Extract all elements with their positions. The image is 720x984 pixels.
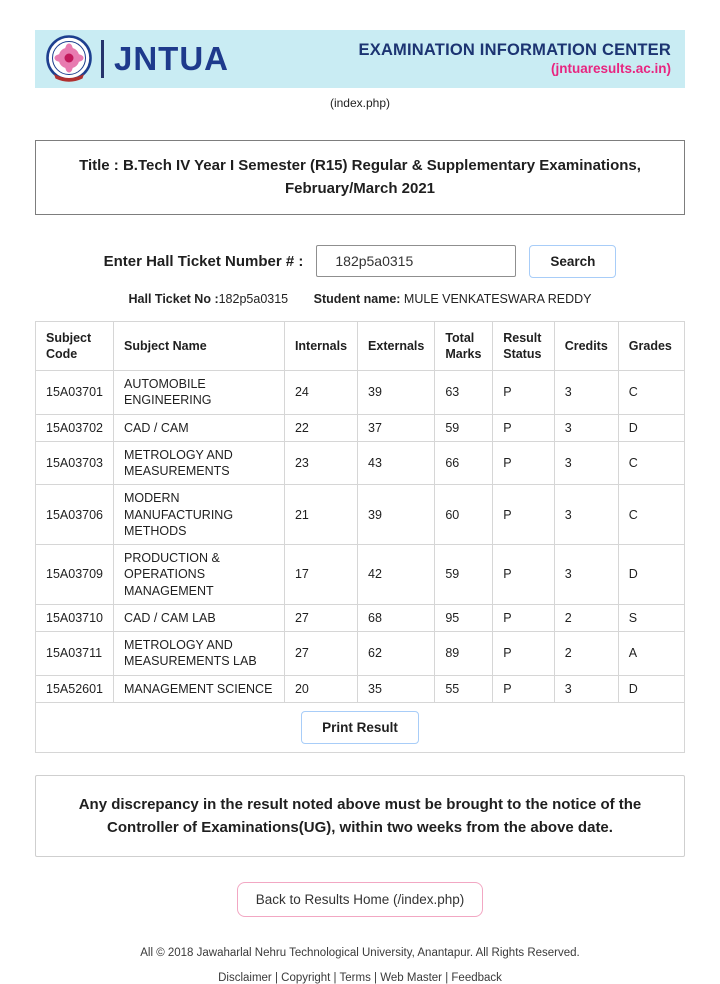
exam-title-line2: February/March 2021 <box>284 180 436 198</box>
table-cell: P <box>493 675 554 702</box>
table-cell: 24 <box>284 371 357 415</box>
search-button[interactable]: Search <box>529 245 616 278</box>
brand-separator <box>101 40 104 78</box>
table-cell: 27 <box>284 632 357 676</box>
table-cell: 3 <box>554 545 618 605</box>
table-cell: 20 <box>284 675 357 702</box>
col-header-total-marks: Total Marks <box>435 321 493 371</box>
back-button-wrap <box>35 882 685 917</box>
header-site-link[interactable]: (jntuaresults.ac.in) <box>550 60 671 76</box>
table-cell: P <box>493 632 554 676</box>
table-cell: A <box>618 632 684 676</box>
table-cell: 15A03710 <box>36 604 114 631</box>
table-cell: 3 <box>554 675 618 702</box>
table-cell: 39 <box>358 485 435 545</box>
table-cell: AUTOMOBILE ENGINEERING <box>114 371 285 415</box>
table-cell: 22 <box>284 414 357 441</box>
col-header-result-status: Result Status <box>493 321 554 371</box>
brand-text: JNTUA <box>114 40 230 77</box>
copyright-text: All © 2018 Jawaharlal Nehru Technological University, Anantapur. All Rights Reserved. <box>140 947 580 960</box>
print-result-row <box>36 702 685 752</box>
table-cell: 89 <box>435 632 493 676</box>
table-cell: 42 <box>358 545 435 605</box>
student-name-display <box>314 292 592 306</box>
table-cell: 15A03701 <box>36 371 114 415</box>
header-band <box>35 30 685 88</box>
footer-link-feedback[interactable]: Feedback <box>451 972 502 984</box>
footer <box>35 947 685 984</box>
header-title: EXAMINATION INFORMATION CENTER <box>358 41 671 60</box>
results-table <box>35 321 685 753</box>
table-cell: 17 <box>284 545 357 605</box>
footer-link-terms[interactable]: Terms <box>339 972 371 984</box>
table-cell: 15A03709 <box>36 545 114 605</box>
discrepancy-notice-box <box>35 775 685 858</box>
table-cell: C <box>618 441 684 485</box>
table-cell: C <box>618 371 684 415</box>
student-name-value: MULE VENKATESWARA REDDY <box>403 291 592 306</box>
hall-ticket-no-value: 182p5a0315 <box>218 291 289 306</box>
table-row <box>36 441 685 485</box>
table-cell: 3 <box>554 414 618 441</box>
footer-link-separator: | <box>370 972 381 984</box>
table-cell: C <box>618 485 684 545</box>
table-cell: P <box>493 485 554 545</box>
table-row <box>36 414 685 441</box>
table-cell: 3 <box>554 371 618 415</box>
table-cell: 63 <box>435 371 493 415</box>
student-line <box>35 292 685 306</box>
table-header-row <box>36 321 685 371</box>
table-cell: 3 <box>554 441 618 485</box>
notice-line2: Controller of Examinations(UG), within two weeks from the above date. <box>107 819 613 836</box>
table-cell: 66 <box>435 441 493 485</box>
footer-link-disclaimer[interactable]: Disclaimer <box>218 972 272 984</box>
footer-link-copyright[interactable]: Copyright <box>281 972 331 984</box>
table-cell: 55 <box>435 675 493 702</box>
footer-link-separator: | <box>271 972 282 984</box>
table-row <box>36 545 685 605</box>
exam-title-box <box>35 140 685 215</box>
hall-ticket-input[interactable] <box>316 245 516 277</box>
table-cell: METROLOGY AND MEASUREMENTS <box>114 441 285 485</box>
table-cell: 60 <box>435 485 493 545</box>
footer-link-separator: | <box>330 972 340 984</box>
col-header-subject-name: Subject Name <box>114 321 285 371</box>
table-row <box>36 604 685 631</box>
table-cell: 43 <box>358 441 435 485</box>
table-cell: 95 <box>435 604 493 631</box>
table-cell: 15A03711 <box>36 632 114 676</box>
table-cell: D <box>618 414 684 441</box>
table-cell: 15A03702 <box>36 414 114 441</box>
col-header-credits: Credits <box>554 321 618 371</box>
table-cell: 37 <box>358 414 435 441</box>
table-cell: 15A03706 <box>36 485 114 545</box>
back-to-results-home-button[interactable]: Back to Results Home (/index.php) <box>237 882 484 917</box>
table-cell: 2 <box>554 604 618 631</box>
table-cell: METROLOGY AND MEASUREMENTS LAB <box>114 632 285 676</box>
jntua-logo-icon <box>45 35 93 83</box>
table-cell: 15A03703 <box>36 441 114 485</box>
footer-link-web-master[interactable]: Web Master <box>380 972 443 984</box>
col-header-subject-code: Subject Code <box>36 321 114 371</box>
table-cell: 62 <box>358 632 435 676</box>
table-cell: 15A52601 <box>36 675 114 702</box>
footer-link-separator: | <box>442 972 452 984</box>
table-cell: 2 <box>554 632 618 676</box>
table-cell: S <box>618 604 684 631</box>
table-row <box>36 632 685 676</box>
table-cell: CAD / CAM <box>114 414 285 441</box>
notice-line1: Any discrepancy in the result noted above must be brought to the notice of the <box>78 795 642 813</box>
student-name-label: Student name: <box>313 291 401 306</box>
table-cell: P <box>493 371 554 415</box>
hall-ticket-no-label: Hall Ticket No : <box>128 291 219 306</box>
footer-links <box>35 972 685 984</box>
hall-ticket-label: Enter Hall Ticket Number # : <box>103 252 304 270</box>
table-cell: CAD / CAM LAB <box>114 604 285 631</box>
table-cell: P <box>493 441 554 485</box>
header-right <box>359 40 671 78</box>
table-cell: P <box>493 545 554 605</box>
table-row <box>36 371 685 415</box>
table-row <box>36 485 685 545</box>
table-cell: 23 <box>284 441 357 485</box>
table-cell: P <box>493 604 554 631</box>
table-cell: 3 <box>554 485 618 545</box>
table-cell: MANAGEMENT SCIENCE <box>114 675 285 702</box>
table-cell: 59 <box>435 414 493 441</box>
table-cell: 27 <box>284 604 357 631</box>
search-row <box>35 245 685 278</box>
col-header-grades: Grades <box>618 321 684 371</box>
table-row <box>36 675 685 702</box>
table-cell: 68 <box>358 604 435 631</box>
table-cell: D <box>618 545 684 605</box>
table-cell: 39 <box>358 371 435 415</box>
exam-title-line1: Title : B.Tech IV Year I Semester (R15) Regular & Supplementary Examinations, <box>79 157 641 174</box>
page-path: (index.php) <box>329 96 391 110</box>
table-cell: PRODUCTION & OPERATIONS MANAGEMENT <box>114 545 285 605</box>
table-cell: 35 <box>358 675 435 702</box>
table-cell: 21 <box>284 485 357 545</box>
table-cell: MODERN MANUFACTURING METHODS <box>114 485 285 545</box>
table-cell: 59 <box>435 545 493 605</box>
table-cell: P <box>493 414 554 441</box>
table-cell: D <box>618 675 684 702</box>
col-header-internals: Internals <box>284 321 357 371</box>
print-result-button[interactable]: Print Result <box>301 711 419 744</box>
hall-ticket-display <box>129 292 289 306</box>
col-header-externals: Externals <box>358 321 435 371</box>
print-result-cell <box>36 702 685 752</box>
